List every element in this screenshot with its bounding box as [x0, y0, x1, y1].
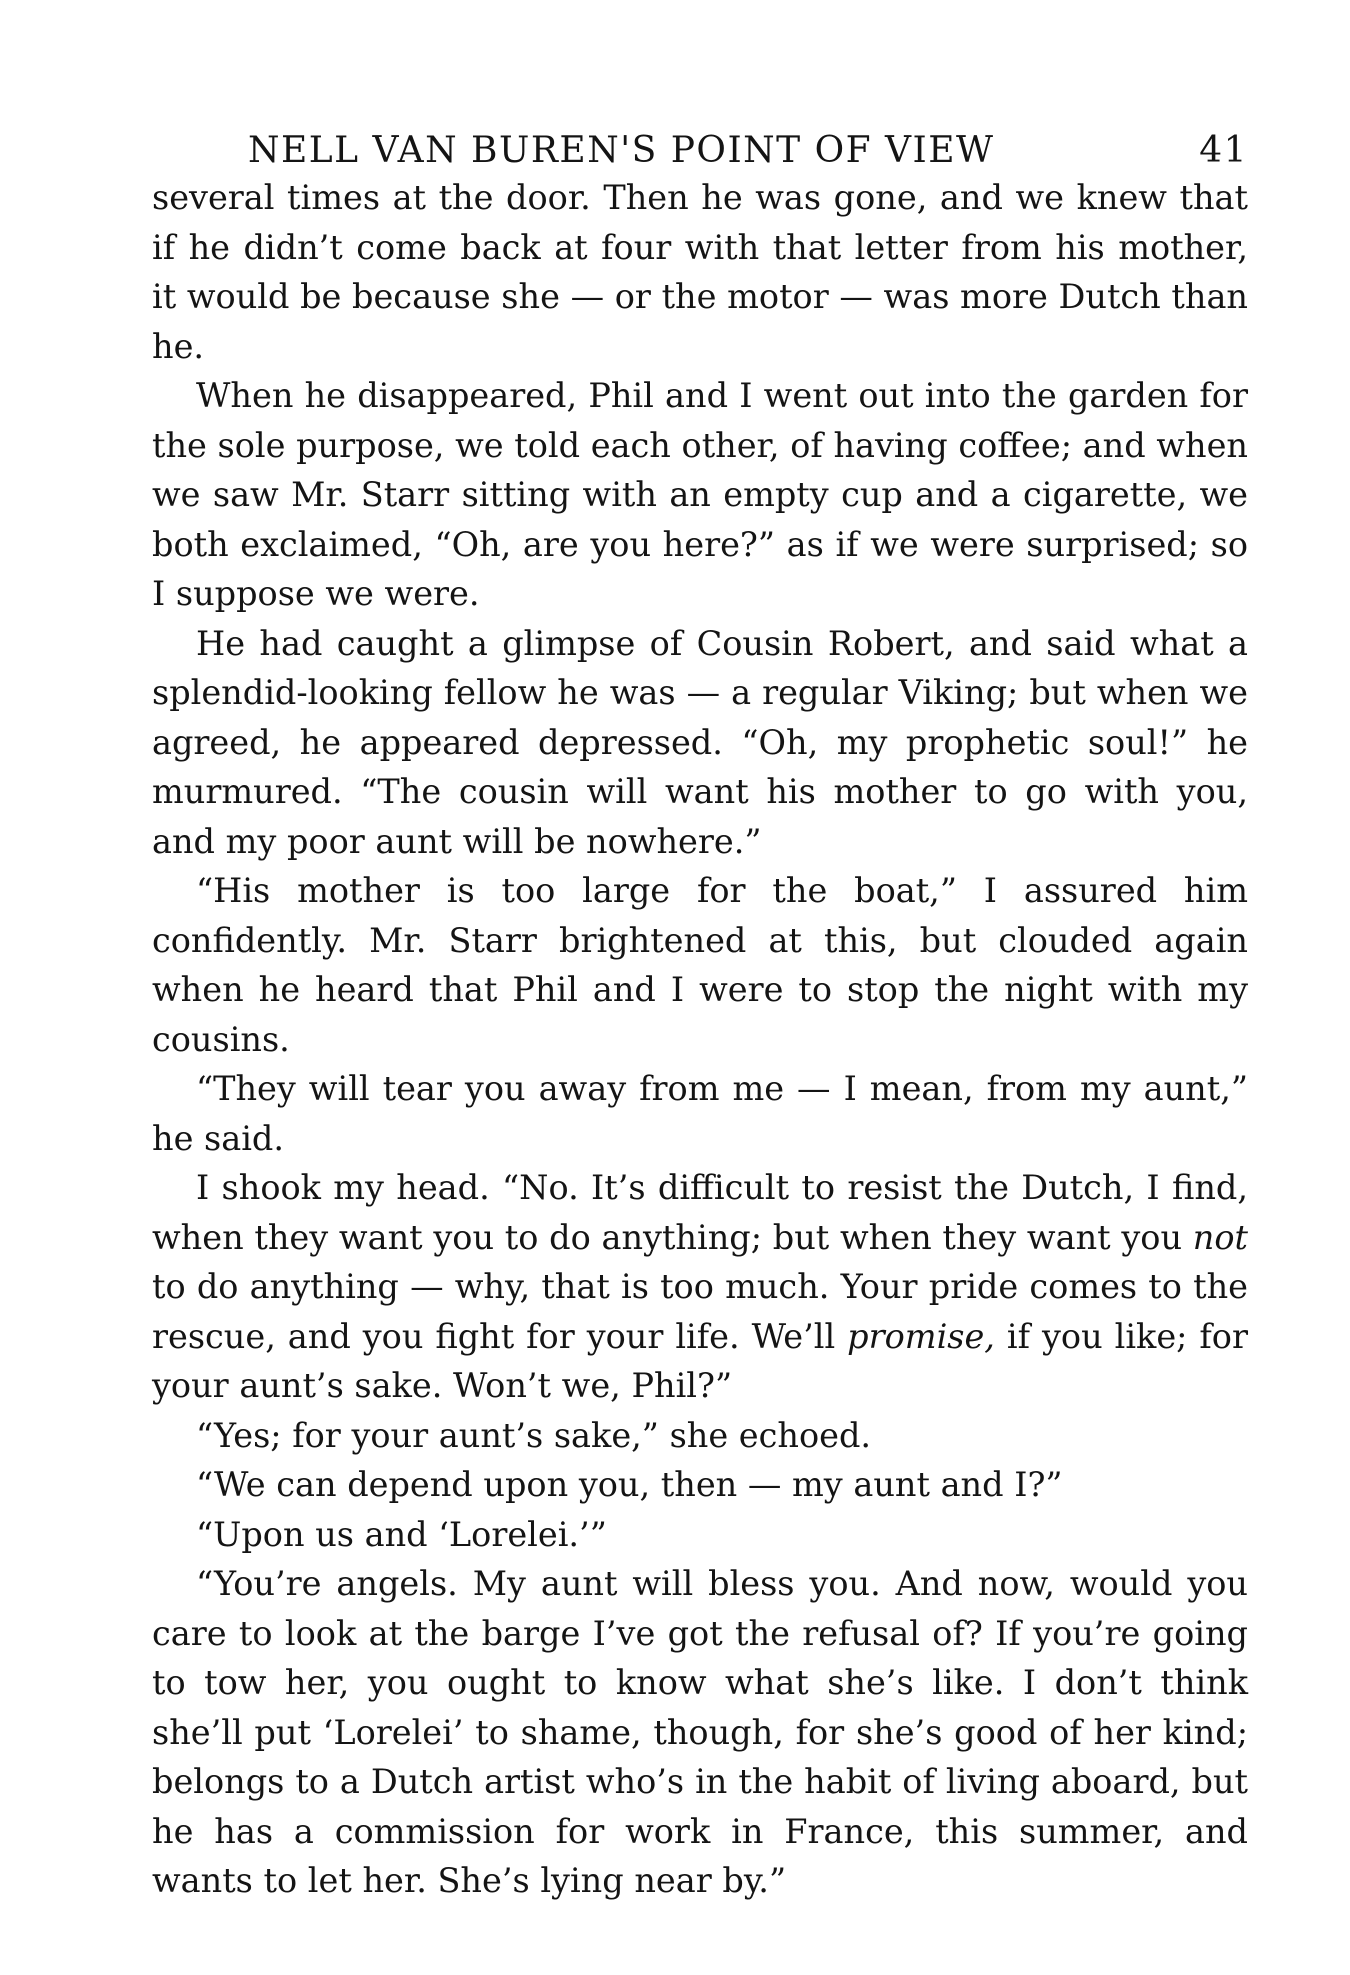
emphasis-not: not	[1192, 1217, 1248, 1257]
paragraph: “Upon us and ‘Lorelei.’”	[196, 1514, 607, 1554]
paragraph: “Yes; for your aunt’s sake,” she echoed.	[196, 1415, 872, 1455]
paragraph: He had caught a glimpse of Cousin Robert, and said what a splendid-looking fellow he was — a regular Viking; but when we agreed, he appeared depressed. “Oh, my prophetic soul!” he murmured. “The cousin will want his mother to go with you, and my poor aunt will be nowhere.”	[152, 623, 1248, 861]
emphasis-promise: promise,	[847, 1316, 995, 1356]
paragraph: “You’re angels. My aunt will bless you. And now, would you care to look at the barge I’ve got the refusal of? If you’re going to tow her, you ought to know what she’s like. I don’t think she’ll put ‘Lorelei’ to shame, though, for she’s good of her kind; belongs to a Dutch artist who’s in the habit of living aboard, but he has a commission for work in France, this summer, and wants to let her. She’s lying near by.”	[152, 1564, 1248, 1900]
paragraph-text-segment: if you like; for your aunt’s sake. Won’t we, Phil?”	[152, 1316, 1248, 1405]
paragraph: When he disappeared, Phil and I went out into the garden for the sole purpose, we told each other, of having coffee; and when we saw Mr. Starr sitting with an empty cup and a cigarette, we both exclaimed, “Oh, are you here?” as if we were surprised; so I suppose we were.	[152, 376, 1248, 613]
book-page	[152, 125, 1248, 1906]
paragraph: “His mother is too large for the boat,” I assured him confidently. Mr. Starr brightened at this, but clouded again when he heard that Phil and I were to stop the night with my cousins.	[152, 871, 1248, 1059]
body-text	[152, 173, 1248, 1906]
paragraph-text-segment: I shook my head. “No. It’s difficult to resist the Dutch, I find, when they want you to do anything; but when they want you	[152, 1168, 1248, 1257]
paragraph-continued: several times at the door. Then he was gone, and we knew that if he didn’t come back at four with that letter from his mother, it would be because she — or the motor — was more Dutch than he.	[152, 178, 1248, 366]
running-title: NELL VAN BUREN'S POINT OF VIEW	[248, 130, 995, 171]
paragraph-with-emphasis	[152, 1163, 1248, 1411]
paragraph: “They will tear you away from me — I mean, from my aunt,” he said.	[152, 1069, 1248, 1158]
running-head	[152, 125, 1248, 177]
paragraph-text-segment: to do anything — why, that is too much. Your pride comes to the rescue, and you fight for your life. We’ll	[152, 1267, 1248, 1356]
page-number: 41	[1199, 130, 1248, 171]
paragraph: “We can depend upon you, then — my aunt and I?”	[196, 1465, 1063, 1504]
